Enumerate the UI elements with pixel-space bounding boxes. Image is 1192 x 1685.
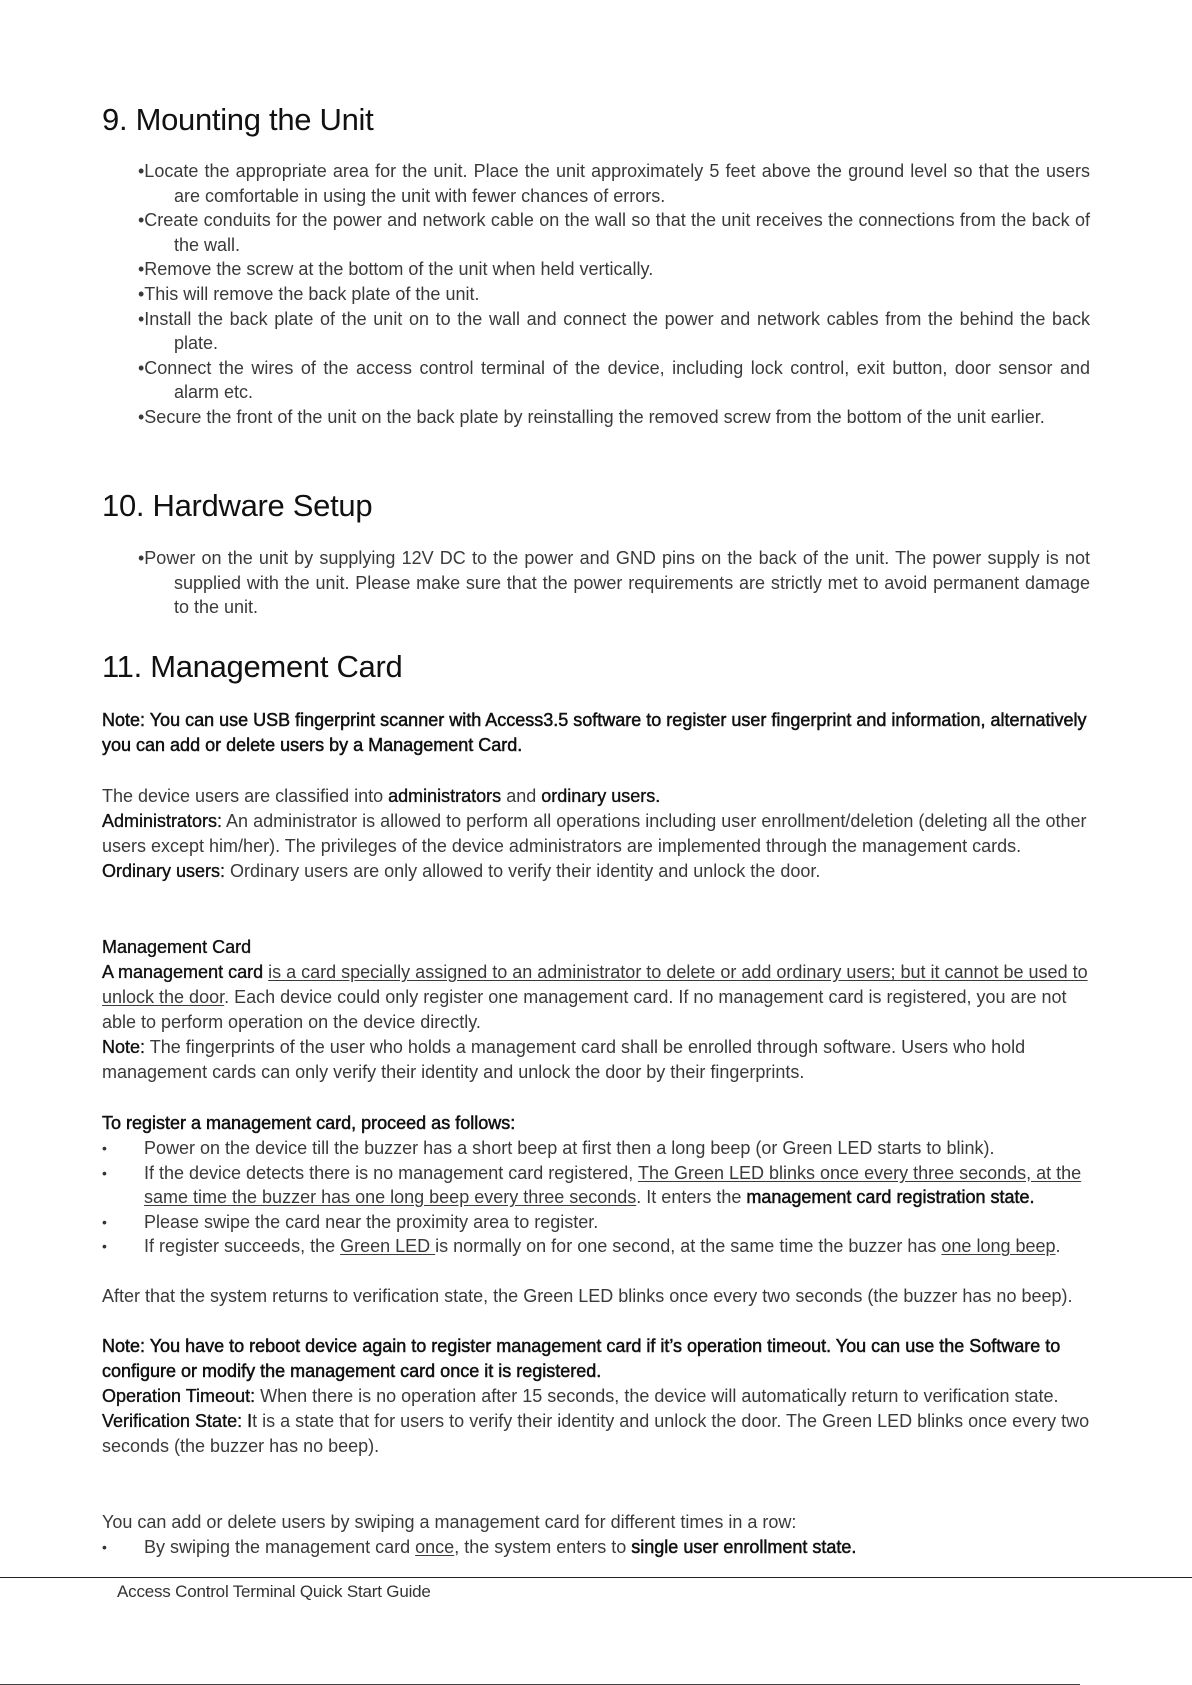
- classified-and: and: [501, 786, 542, 806]
- list-item: •Power on the unit by supplying 12V DC to the power and GND pins on the back of the unit. The power supply is not supplied with the unit. Please make sure that the power requirements are strictly met to avoid permanent damage to the unit.: [138, 548, 1090, 618]
- bullet-icon: •: [102, 1213, 107, 1230]
- verification-state-label: Verification State: I: [102, 1411, 253, 1431]
- section-10-bullet-list: [138, 546, 1090, 620]
- operation-timeout-text: When there is no operation after 15 seconds, the device will automatically return to verification state.: [255, 1386, 1059, 1406]
- administrators-term: administrators: [388, 786, 502, 806]
- fingerprint-note-text: The fingerprints of the user who holds a management card shall be enrolled through software. Users who hold management cards can only verify their identity and unlock the door by their fingerprints.: [102, 1037, 1026, 1082]
- footer-divider: [0, 1577, 1192, 1578]
- swipe-list: [102, 1535, 1102, 1560]
- definitions-paragraph: [102, 1384, 1092, 1459]
- register-steps-list: [102, 1136, 1102, 1259]
- register-heading: To register a management card, proceed as follows:: [102, 1113, 516, 1133]
- list-item: • Please swipe the card near the proximity area to register.: [102, 1210, 1102, 1235]
- section-10-title: 10. Hardware Setup: [102, 488, 373, 523]
- bullet-icon: •: [102, 1164, 107, 1181]
- classified-text: The device users are classified into: [102, 786, 389, 806]
- administrators-description: An administrator is allowed to perform all operations including user enrollment/deletion (deleting all the other users except him/her). The privileges of the device administrators are implemented through the management cards.: [102, 811, 1087, 856]
- user-classification-paragraph: [102, 784, 1092, 884]
- list-item: •Locate the appropriate area for the unit. Place the unit approximately 5 feet above the ground level so that the users are comfortable in using the unit with fewer chances of errors.: [138, 161, 1090, 206]
- list-item: • Power on the device till the buzzer has a short beep at first then a long beep (or Green LED starts to blink).: [102, 1136, 1102, 1161]
- list-item: •This will remove the back plate of the unit.: [138, 283, 480, 304]
- list-item: • If the device detects there is no management card registered, The Green LED blinks once every three seconds, at the same time the buzzer has one long beep every three seconds. It enters the management card registration state.: [102, 1162, 1082, 1208]
- operation-timeout-label: Operation Timeout:: [102, 1386, 256, 1406]
- verification-state-text: t is a state that for users to verify their identity and unlock the door. The Green LED blinks once every two seconds (the buzzer has no beep).: [102, 1411, 1090, 1456]
- ordinary-users-label: Ordinary users:: [102, 861, 226, 881]
- administrators-label: Administrators:: [102, 811, 223, 831]
- list-item: •Secure the front of the unit on the back plate by reinstalling the removed screw from the bottom of the unit earlier.: [138, 406, 1045, 427]
- reboot-note: Note: You have to reboot device again to register management card if it’s operation timeout. You can use the Software to configure or modify the management card once it is registered.: [102, 1336, 1061, 1381]
- list-item: •Connect the wires of the access control terminal of the device, including lock control, exit button, door sensor and alarm etc.: [138, 357, 1090, 403]
- list-item: •Remove the screw at the bottom of the unit when held vertically.: [138, 259, 654, 280]
- management-card-paragraph: [102, 935, 1092, 1085]
- section-9-bullet-list: [138, 159, 1090, 430]
- bullet-icon: •: [102, 1238, 107, 1255]
- list-item: • By swiping the management card once, the system enters to single user enrollment state.: [102, 1535, 1102, 1560]
- ordinary-users-term: ordinary users.: [541, 786, 661, 806]
- after-registration-text: After that the system returns to verification state, the Green LED blinks once every two seconds (the buzzer has no beep).: [102, 1286, 1073, 1306]
- section-11-note: Note: You can use USB fingerprint scanner with Access3.5 software to register user fingerprint and information, alternatively you can add or delete users by a Management Card.: [102, 710, 1087, 755]
- section-9-title: 9. Mounting the Unit: [102, 102, 374, 137]
- list-item: •Create conduits for the power and network cable on the wall so that the unit receives the connections from the back of the wall.: [138, 210, 1090, 255]
- ordinary-users-description: Ordinary users are only allowed to verify their identity and unlock the door.: [225, 861, 821, 881]
- fingerprint-note-label: Note:: [102, 1037, 146, 1057]
- swipe-intro: You can add or delete users by swiping a management card for different times in a row:: [102, 1512, 797, 1532]
- management-card-heading: Management Card: [102, 937, 252, 957]
- management-card-label: A management card: [102, 962, 264, 982]
- bullet-icon: •: [102, 1140, 107, 1156]
- management-card-rest: . Each device could only register one management card. If no management card is registered, you are not able to perform operation on the device directly.: [102, 987, 1067, 1032]
- bullet-icon: •: [102, 1539, 107, 1555]
- section-11-title: 11. Management Card: [102, 649, 403, 684]
- list-item: •Install the back plate of the unit on to the wall and connect the power and network cables from the behind the back plate.: [138, 308, 1090, 354]
- footer-title: Access Control Terminal Quick Start Guide: [117, 1582, 431, 1601]
- management-card-definition: is a card specially assigned to an administrator to delete or add ordinary users; but it cannot be used to unlock the door: [102, 962, 1088, 1007]
- list-item: • If register succeeds, the Green LED is normally on for one second, at the same time the buzzer has one long beep.: [102, 1234, 1102, 1259]
